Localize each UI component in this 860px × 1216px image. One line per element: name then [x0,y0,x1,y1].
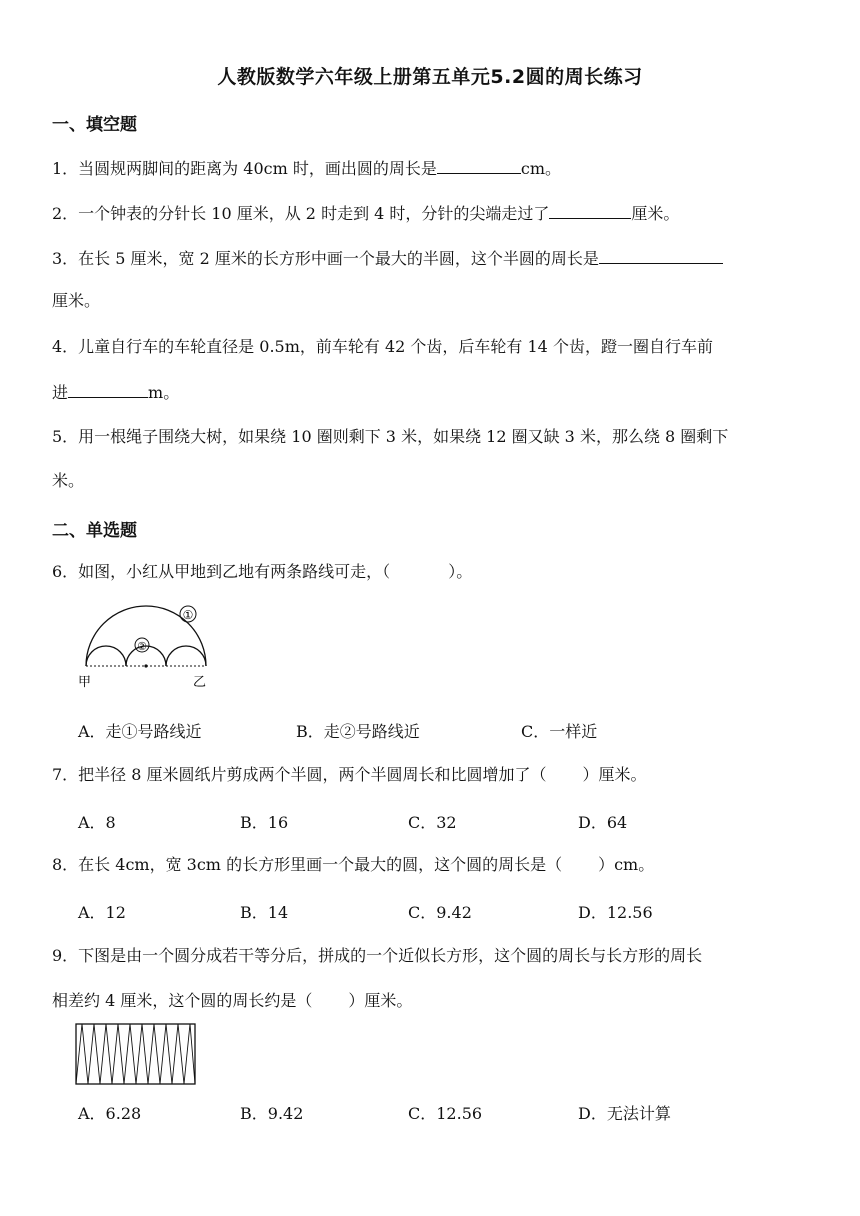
option-7-d[interactable]: D．64 [578,813,628,832]
route-diagram [76,600,216,692]
question-8-text: 8．在长 4cm，宽 3cm 的长方形里画一个最大的圆，这个圆的周长是（ [52,855,563,874]
question-9-options [0,1101,860,1123]
option-8-a[interactable]: A．12 [78,903,126,922]
option-8-d[interactable]: D．12.56 [578,903,653,922]
route-2-arc-right [166,646,206,666]
option-7-c[interactable]: C．32 [408,813,457,832]
question-9-text: 9．下图是由一个圆分成若干等分后，拼成的一个近似长方形，这个圆的周长与长方形的周长 [52,946,703,965]
question-5-cont [52,470,810,492]
option-9-a[interactable]: A．6.28 [78,1104,142,1123]
option-6-b[interactable]: B．走②号路线近 [296,722,420,741]
approx-rectangle-figure [74,1022,198,1086]
question-9-end: ）厘米。 [348,991,413,1010]
question-8 [52,854,810,876]
question-1 [52,156,810,180]
option-7-b[interactable]: B．16 [240,813,289,832]
option-8-c[interactable]: C．9.42 [408,903,472,922]
question-4-cont [52,380,810,404]
sector-zigzag [76,1024,195,1084]
question-9-text-2: 相差约 4 厘米，这个圆的周长约是（ [52,991,313,1010]
option-9-b[interactable]: B．9.42 [240,1104,304,1123]
question-6 [52,561,810,583]
start-point-label: 甲 [78,675,92,690]
question-1-unit: cm。 [520,159,561,178]
question-3-text: 3．在长 5 厘米，宽 2 厘米的长方形中画一个最大的半圆，这个半圆的周长是 [52,249,599,268]
end-point-label: 乙 [193,675,207,690]
answer-blank-1[interactable] [437,156,521,174]
question-4-unit: m。 [148,383,180,402]
route-1-label: ① [182,608,194,622]
question-2-text: 2．一个钟表的分针长 10 厘米，从 2 时走到 4 时，分针的尖端走过了 [52,204,550,223]
question-7-end: ）厘米。 [582,765,647,784]
question-1-text: 1．当圆规两脚间的距离为 40cm 时，画出圆的周长是 [52,159,437,178]
question-2 [52,201,810,225]
option-6-c[interactable]: C．一样近 [521,722,598,741]
question-3-cont [52,290,810,312]
center-dot [144,664,147,667]
question-4-text-2: 进 [52,383,69,402]
question-6-end: ）。 [448,562,473,581]
question-8-end: ）cm。 [598,855,655,874]
question-6-options [0,719,860,741]
section-fill-blank: 一、填空题 [52,115,137,135]
question-5-unit: 米。 [52,471,85,490]
question-7-text: 7．把半径 8 厘米圆纸片剪成两个半圆，两个半圆周长和比圆增加了（ [52,765,547,784]
answer-blank-3[interactable] [599,246,723,264]
answer-blank-4[interactable] [68,380,148,398]
answer-blank-2[interactable] [549,201,631,219]
option-8-b[interactable]: B．14 [240,903,289,922]
option-7-a[interactable]: A．8 [78,813,116,832]
question-3-unit: 厘米。 [52,291,101,310]
question-5 [52,426,810,448]
question-8-options [0,900,860,922]
option-9-d[interactable]: D．无法计算 [578,1104,671,1123]
section-single-choice: 二、单选题 [52,521,137,541]
question-7-options [0,810,860,832]
question-4-text: 4．儿童自行车的车轮直径是 0.5m，前车轮有 42 个齿，后车轮有 14 个齿，蹬一圈自行车前 [52,337,713,356]
option-9-c[interactable]: C．12.56 [408,1104,483,1123]
question-6-text: 6．如图，小红从甲地到乙地有两条路线可走，（ [52,562,391,581]
page-title: 人教版数学六年级上册第五单元5.2圆的周长练习 [217,66,643,88]
route-2-label: ② [137,640,147,653]
question-3 [52,246,810,270]
route-2-arc-left [86,646,126,666]
question-2-unit: 厘米。 [631,204,680,223]
option-6-a[interactable]: A．走①号路线近 [78,722,202,741]
question-9 [52,945,810,967]
question-9-cont [52,990,810,1012]
question-5-text: 5．用一根绳子围绕大树，如果绕 10 圈则剩下 3 米，如果绕 12 圈又缺 3 米，那么绕 8 圈剩下 [52,427,729,446]
question-4 [52,336,810,358]
question-7 [52,764,810,786]
